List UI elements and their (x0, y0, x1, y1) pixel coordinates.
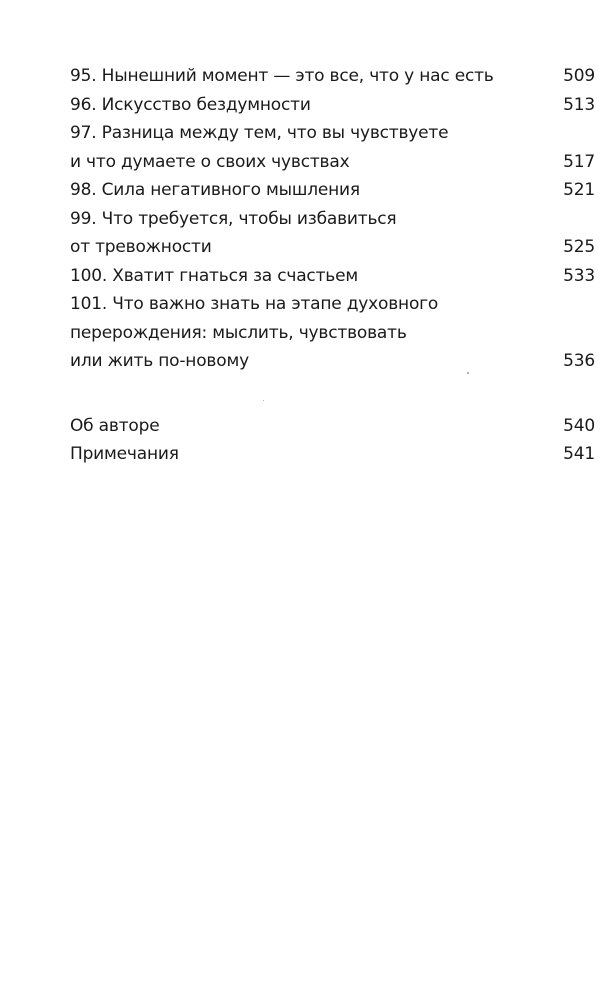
toc-entry-title-line: 95. Нынешний момент — это все, что у нас есть (70, 66, 494, 86)
toc-entry-title-line: Об авторе (70, 415, 160, 436)
scan-speck (263, 400, 264, 401)
toc-entry-title (70, 176, 555, 205)
toc-entry-title (70, 290, 555, 376)
toc-entry-page-number: 513 (563, 94, 595, 115)
toc-entry-title (70, 262, 555, 291)
toc-entry-95 (70, 62, 595, 91)
toc-entry-title-line: Примечания (70, 444, 179, 464)
toc-entry-title-line: перерождения: мыслить, чувствовать (70, 322, 407, 343)
toc-entry-page-number: 517 (563, 151, 595, 172)
table-of-contents (70, 62, 595, 469)
toc-entry-title (70, 91, 555, 120)
toc-entry-page-number: 541 (563, 444, 595, 464)
toc-entry-99 (70, 205, 595, 262)
toc-entry-title (70, 119, 555, 176)
toc-entry-title (70, 412, 555, 441)
toc-entry-page-number: 540 (563, 415, 595, 436)
toc-entry-page-number: 521 (563, 180, 595, 200)
toc-entry-100 (70, 262, 595, 291)
toc-entry-title-line: или жить по-новому (70, 351, 249, 371)
toc-entry-page-number: 533 (563, 265, 595, 286)
toc-entry-title (70, 205, 555, 262)
toc-entry-title-line: от тревожности (70, 237, 212, 257)
toc-entry-98 (70, 176, 595, 205)
toc-entry-title-line: 99. Что требуется, чтобы избавиться (70, 208, 397, 229)
toc-entry-title-line: 98. Сила негативного мышления (70, 180, 360, 200)
toc-entry-97 (70, 119, 595, 176)
toc-entry-page-number: 509 (563, 66, 595, 86)
toc-entry-96 (70, 91, 595, 120)
section-spacer (70, 376, 595, 412)
toc-entry-page-number: 536 (563, 351, 595, 371)
toc-entry-page-number: 525 (563, 237, 595, 257)
toc-entry-101 (70, 290, 595, 376)
toc-entry-notes (70, 440, 595, 469)
toc-entry-title-line: 100. Хватит гнаться за счастьем (70, 265, 358, 286)
toc-entry-title (70, 62, 555, 91)
toc-entry-title (70, 440, 555, 469)
toc-entry-title-line: 101. Что важно знать на этапе духовного (70, 294, 439, 314)
toc-entry-title-line: 97. Разница между тем, что вы чувствуете (70, 123, 449, 143)
toc-entry-title-line: и что думаете о своих чувствах (70, 151, 350, 172)
toc-entry-title-line: 96. Искусство бездумности (70, 94, 311, 115)
scan-speck (467, 372, 469, 374)
toc-entry-about-author (70, 412, 595, 441)
